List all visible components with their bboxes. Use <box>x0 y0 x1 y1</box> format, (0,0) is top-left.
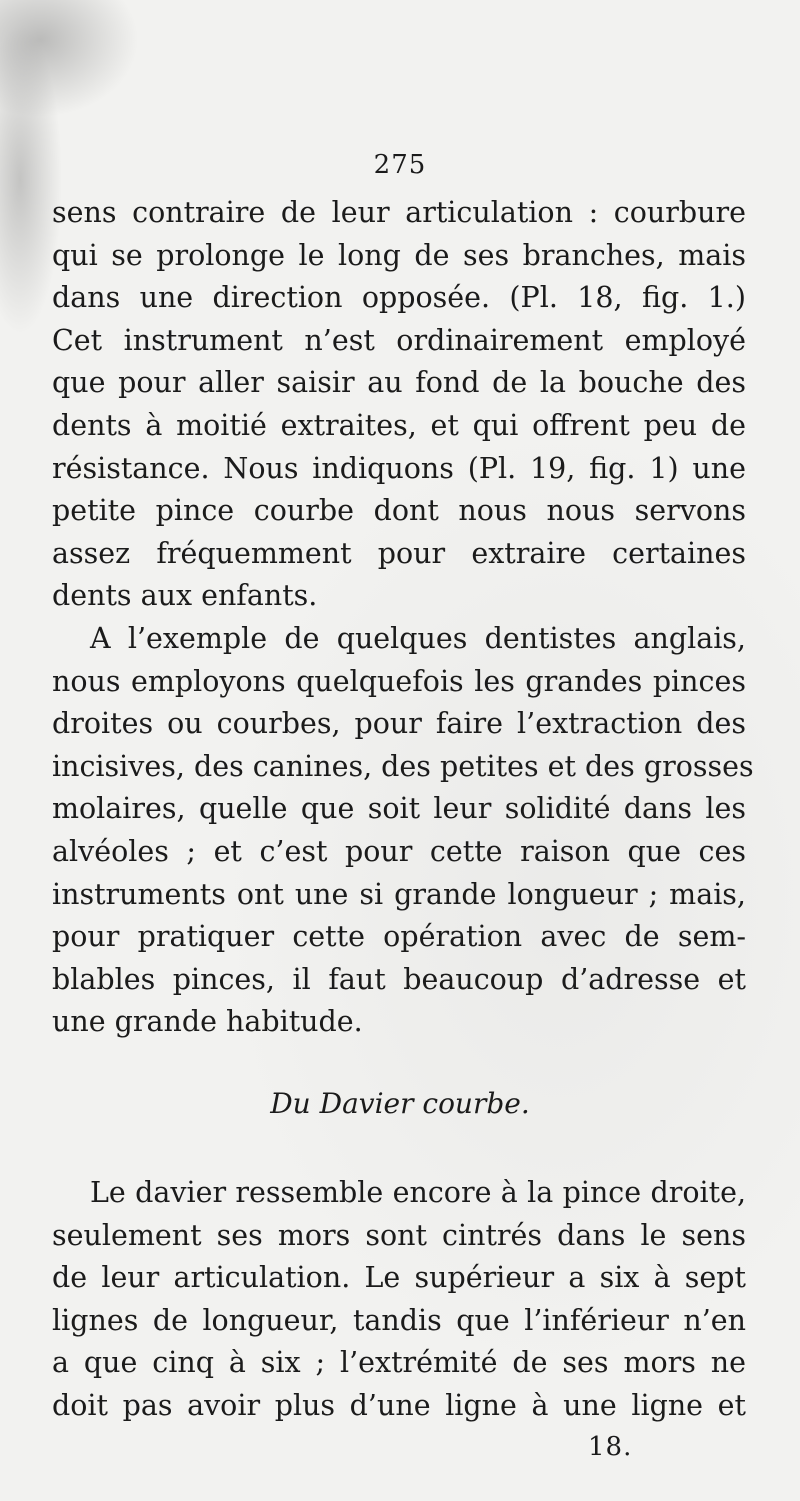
text-line: dans une direction opposée. (Pl. 18, fig. 1.) <box>52 281 746 315</box>
text-line: que pour aller saisir au fond de la bouche des <box>52 366 746 400</box>
text-line: pour pratiquer cette opération avec de sem- <box>52 920 746 954</box>
paragraph-3 <box>52 1172 746 1428</box>
text-line: instruments ont une si grande longueur ; mais, <box>52 877 746 911</box>
text-line: blables pinces, il faut beaucoup d’adresse et <box>52 962 746 996</box>
text-line: doit pas avoir plus d’une ligne à une ligne et <box>52 1388 746 1422</box>
text-line: Le davier ressemble encore à la pince droite, <box>90 1176 746 1209</box>
page-number: 275 <box>373 150 427 180</box>
text-line: sens contraire de leur articulation : courbure <box>52 196 746 229</box>
text-line: droites ou courbes, pour faire l’extraction des <box>52 707 746 741</box>
text-line: dents à moitié extraites, et qui offrent peu de <box>52 408 746 442</box>
section-heading: Du Davier courbe. <box>270 1087 530 1120</box>
text-line: seulement ses mors sont cintrés dans le sens <box>52 1218 746 1252</box>
text-line: A l’exemple de quelques dentistes anglais, <box>90 621 746 655</box>
text-line: alvéoles ; et c’est pour cette raison que ces <box>52 834 746 868</box>
text-block-upper <box>52 192 754 1044</box>
text-line: qui se prolonge le long de ses branches, mais <box>52 238 746 272</box>
text-line: molaires, quelle que soit leur solidité dans les <box>52 792 746 826</box>
paragraph-2 <box>52 618 754 1044</box>
text-line: incisives, des canines, des petites et des grosses <box>52 749 754 783</box>
text-line: une grande habitude. <box>52 1005 363 1039</box>
text-line: de leur articulation. Le supérieur a six à sept <box>52 1261 746 1295</box>
text-line: assez fréquemment pour extraire certaines <box>52 536 746 570</box>
text-line: Cet instrument n’est ordinairement employé <box>52 323 746 357</box>
text-line: lignes de longueur, tandis que l’inférieur n’en <box>52 1303 746 1337</box>
text-line: nous employons quelquefois les grandes pinces <box>52 664 746 698</box>
signature-mark: 18. <box>588 1432 633 1462</box>
text-block-lower <box>52 1172 746 1428</box>
text-line: petite pince courbe dont nous nous servons <box>52 494 746 528</box>
paragraph-1 <box>52 192 746 618</box>
text-line: a que cinq à six ; l’extrémité de ses mors ne <box>52 1346 746 1380</box>
text-line: dents aux enfants. <box>52 579 318 613</box>
text-line: résistance. Nous indiquons (Pl. 19, fig. 1) une <box>52 451 746 485</box>
